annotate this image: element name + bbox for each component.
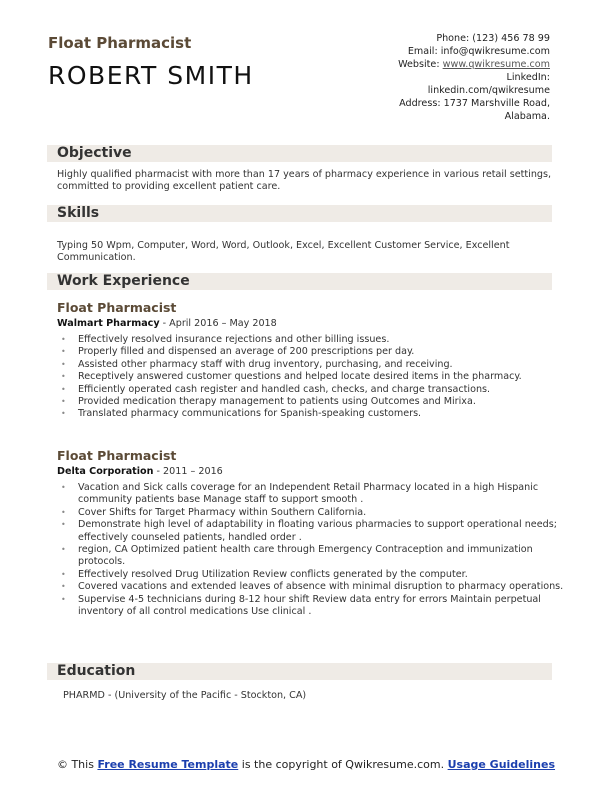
education-text: PHARMD - (University of the Pacific - Stockton, CA) xyxy=(63,690,307,701)
job-bullets xyxy=(57,334,573,421)
job-company-line xyxy=(57,466,223,477)
list-item: • Effectively resolved Drug Utilization Review conflicts generated by the computer. xyxy=(78,569,573,581)
list-item: • Provided medication therapy management to patients using Outcomes and Mirixa. xyxy=(78,396,573,408)
section-education-heading: Education xyxy=(47,663,552,680)
job-dates: - 2011 – 2016 xyxy=(153,466,223,477)
contact-address-2: Alabama. xyxy=(504,111,550,122)
contact-linkedin-label: LinkedIn: xyxy=(506,72,550,83)
list-item: • Cover Shifts for Target Pharmacy within Southern California. xyxy=(78,507,573,519)
objective-text: Highly qualified pharmacist with more than 17 years of pharmacy experience in various retail settings, committed to providing excellent patient care. xyxy=(57,169,552,193)
job-dates: - April 2016 – May 2018 xyxy=(159,318,277,329)
footer-middle: is the copyright of Qwikresume.com. xyxy=(238,758,448,771)
contact-linkedin: linkedin.com/qwikresume xyxy=(427,85,550,96)
list-item: • Assisted other pharmacy staff with drug inventory, purchasing, and receiving. xyxy=(78,359,573,371)
contact-phone: Phone: (123) 456 78 99 xyxy=(436,33,550,44)
list-item: • Receptively answered customer questions and helped locate desired items in the pharmacy. xyxy=(78,371,573,383)
job-company-line xyxy=(57,318,277,329)
free-resume-template-link[interactable]: Free Resume Template xyxy=(97,758,239,771)
contact-address-1: Address: 1737 Marshville Road, xyxy=(399,98,550,109)
job-bullets xyxy=(57,482,573,618)
website-label: Website: xyxy=(398,59,443,70)
job-company: Delta Corporation xyxy=(57,466,154,477)
contact-website xyxy=(398,58,550,71)
list-item: • Properly filled and dispensed an average of 200 prescriptions per day. xyxy=(78,346,573,358)
list-item: • Effectively resolved insurance rejections and other billing issues. xyxy=(78,334,573,346)
candidate-name: ROBERT SMITH xyxy=(48,61,254,90)
usage-guidelines-link[interactable]: Usage Guidelines xyxy=(447,758,556,771)
section-objective-heading: Objective xyxy=(47,145,552,162)
list-item: • Vacation and Sick calls coverage for an Independent Retail Pharmacy located in a high Hispanic community patients base Manage staff to support smooth . xyxy=(78,482,573,507)
list-item: • Covered vacations and extended leaves of absence with minimal disruption to pharmacy operations. xyxy=(78,581,573,593)
section-work-heading: Work Experience xyxy=(47,273,552,290)
list-item: • Demonstrate high level of adaptability in floating various pharmacies to support operational needs; effectively counseled patients, handled order . xyxy=(78,519,573,544)
list-item: • Translated pharmacy communications for Spanish-speaking customers. xyxy=(78,408,573,420)
list-item: • Supervise 4-5 technicians during 8-12 hour shift Review data entry for errors Maintain perpetual inventory of all control medications Use clinical . xyxy=(78,594,573,619)
job-title: Float Pharmacist xyxy=(57,300,177,315)
footer xyxy=(0,758,612,771)
skills-text: Typing 50 Wpm, Computer, Word, Word, Outlook, Excel, Excellent Customer Service, Excellent Communication. xyxy=(57,240,510,264)
contact-email: Email: info@qwikresume.com xyxy=(407,46,550,57)
job-title: Float Pharmacist xyxy=(57,448,177,463)
list-item: • region, CA Optimized patient health care through Emergency Contraception and immunization protocols. xyxy=(78,544,573,569)
job-company: Walmart Pharmacy xyxy=(57,318,160,329)
website-link[interactable]: www.qwikresume.com xyxy=(442,59,550,70)
list-item: • Efficiently operated cash register and handled cash, checks, and charge transactions. xyxy=(78,384,573,396)
footer-prefix: © This xyxy=(56,758,98,771)
contact-block xyxy=(398,32,550,123)
header-job-title: Float Pharmacist xyxy=(48,34,192,52)
section-skills-heading: Skills xyxy=(47,205,552,222)
